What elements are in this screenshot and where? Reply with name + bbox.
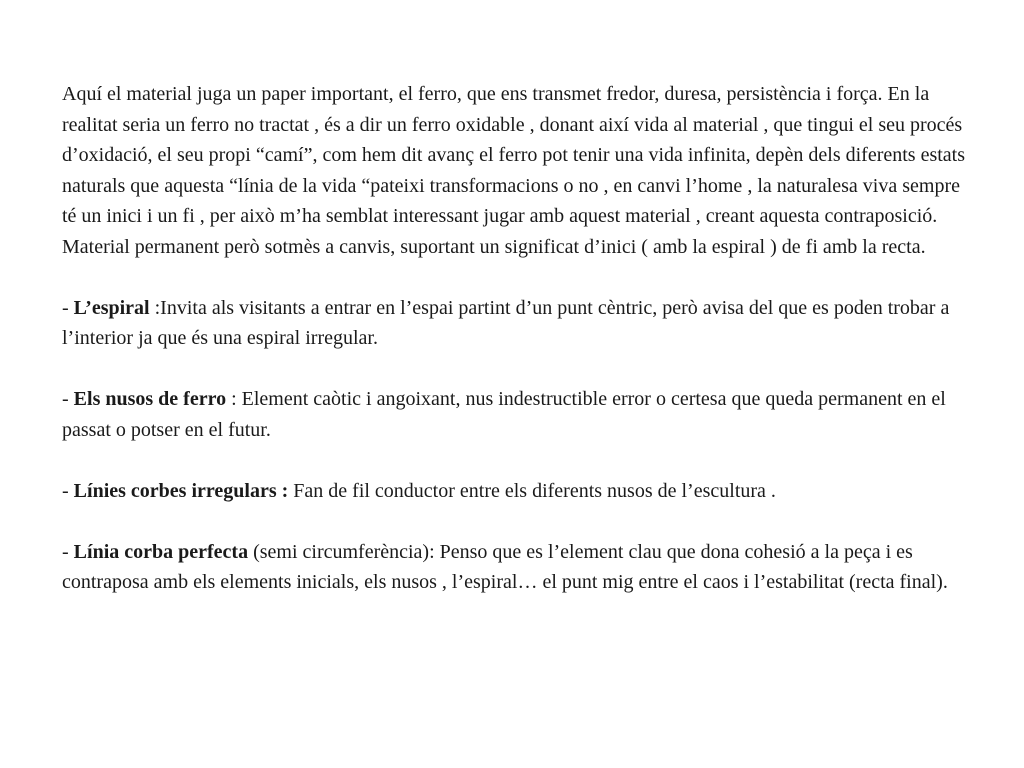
spacer <box>62 262 972 293</box>
bullet-dash: - <box>62 540 74 563</box>
description-espiral: :Invita als visitants a entrar en l’espai partint d’un punt cèntric, però avisa del que es poden trobar a l’interior ja que és una espiral irregular. <box>62 296 950 349</box>
term-espiral: L’espiral <box>73 296 150 319</box>
slide-content <box>62 79 972 598</box>
bullet-dash: - <box>62 388 74 410</box>
list-item-linia-corba <box>62 537 972 598</box>
bullet-dash: - <box>62 479 74 502</box>
description-nusos: : Element caòtic i angoixant, nus indestructible error o certesa que queda permanent en el passat o potser en el futur. <box>62 388 946 441</box>
intro-paragraph-2: Material permanent però sotmès a canvis, suportant un significat d’inici ( amb la espiral ) de fi amb la recta. <box>62 235 926 258</box>
intro-paragraph: Aquí el material juga un paper important, el ferro, que ens transmet fredor, duresa, persistència i força. En la realitat seria un ferro no tractat , és a dir un ferro oxidable , donant així vida al material , que tingui el seu procés d’oxidació, el seu propi “camí”, com hem dit avanç el ferro pot tenir una vida infinita, depèn dels diferents estats naturals que aquesta “línia de la vida “pateixi transformacions o no , en canvi l’home , la naturalesa viva sempre té un inici i un fi , per això m’ha semblat interessant jugar amb aquest material , creant aquesta contraposició. <box>62 83 966 227</box>
term-linia-corba: Línia corba perfecta <box>73 540 249 563</box>
list-item-linies-corbes <box>62 476 972 507</box>
list-item-nusos <box>62 384 972 445</box>
spacer <box>62 445 972 476</box>
term-nusos: Els nusos de ferro <box>73 388 227 410</box>
description-linies-corbes: Fan de fil conductor entre els diferents nusos de l’escultura . <box>288 479 776 502</box>
spacer <box>62 354 972 385</box>
description-linia-corba: (semi circumferència): Penso que es l’element clau que dona cohesió a la peça i es contraposa amb els elements inicials, els nusos , l’espiral… el punt mig entre el caos i l’estabilitat (recta final). <box>62 540 948 593</box>
bullet-dash: - <box>62 296 74 319</box>
term-linies-corbes: Línies corbes irregulars : <box>73 479 289 502</box>
list-item-espiral <box>62 293 972 354</box>
spacer <box>62 506 972 537</box>
